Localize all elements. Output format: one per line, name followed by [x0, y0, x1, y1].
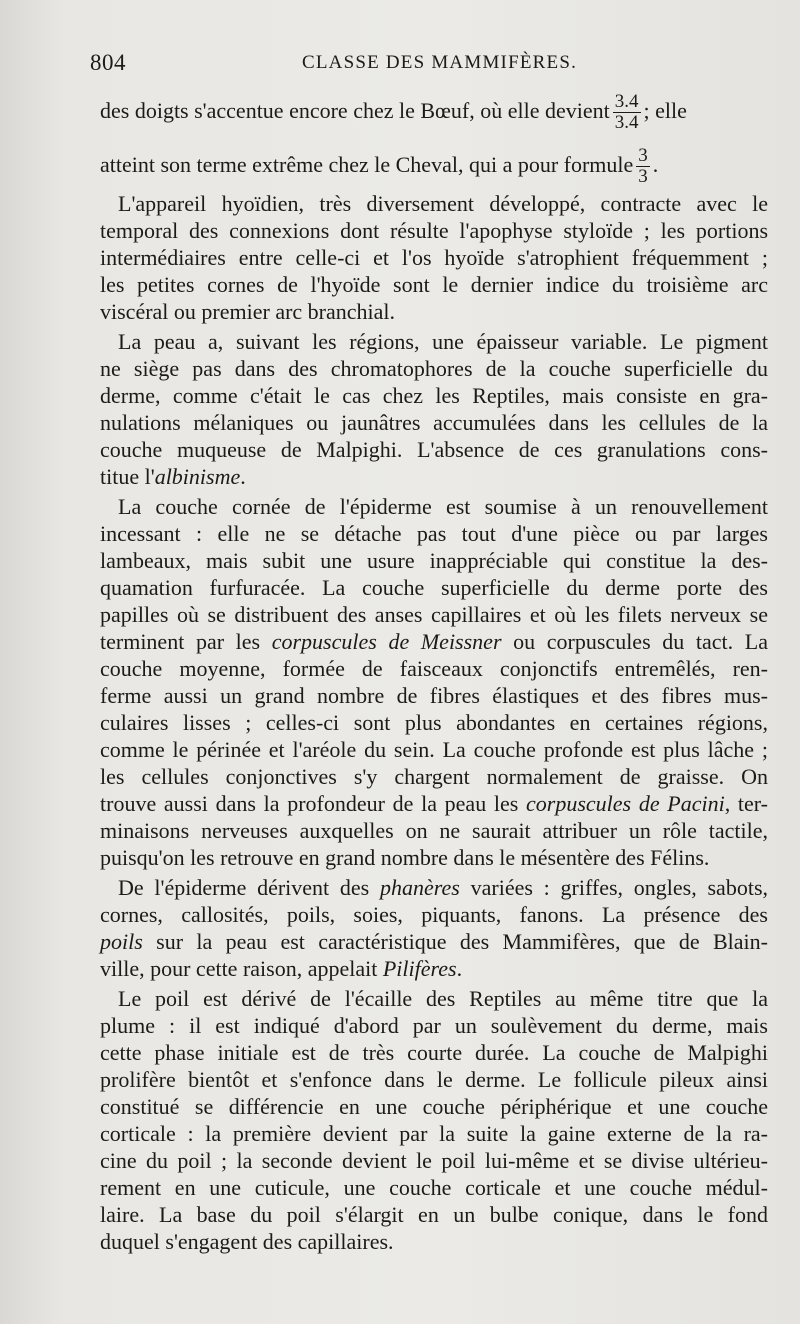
- fraction-denominator: 3.4: [614, 112, 639, 134]
- text-line: cornes, callosités, poils, soies, piquants, fanons. La présence des: [100, 902, 768, 927]
- text-fragment: titue l': [100, 464, 155, 489]
- text-line: rement en une cuticule, une couche corticale et une couche médul-: [100, 1175, 768, 1200]
- paragraph-phaneres: [100, 874, 768, 982]
- fraction-boeuf: [613, 92, 641, 133]
- page-body: [100, 88, 768, 1255]
- text-line: quamation furfuracée. La couche superficielle du derme porte des: [100, 575, 768, 600]
- text-line: couche muqueuse de Malpighi. L'absence de ces granulations cons-: [100, 437, 768, 462]
- italic-term: albinisme: [154, 464, 241, 489]
- text-line: derme, comme c'était le cas chez les Reptiles, mais consiste en gra-: [100, 383, 768, 408]
- italic-term: phanères: [380, 875, 460, 900]
- text-line: culaires lisses ; celles-ci sont plus abondantes en certaines régions,: [100, 710, 768, 735]
- page-header: [90, 50, 770, 80]
- text-line: papilles où se distribuent des anses capillaires et où les filets nerveux se: [100, 602, 768, 627]
- text-line: laire. La base du poil s'élargit en un bulbe conique, dans le fond: [100, 1202, 768, 1227]
- text-line: [100, 928, 768, 955]
- text-fragment: .: [240, 464, 246, 489]
- fraction-numerator: 3.4: [614, 91, 639, 113]
- text-line: minaisons nerveuses auxquelles on ne saurait attribuer un rôle tactile,: [100, 818, 768, 843]
- text-line: cette phase initiale est de très courte durée. La couche de Malpighi: [100, 1040, 768, 1065]
- text-line: [100, 790, 768, 817]
- text-line: constitué se différencie en une couche périphérique et une couche: [100, 1094, 768, 1119]
- page-number: 804: [90, 50, 126, 75]
- paragraph-epidermis: [100, 493, 768, 871]
- text-line: puisqu'on les retrouve en grand nombre dans le mésentère des Félins.: [100, 845, 710, 870]
- text-line: [100, 874, 768, 901]
- italic-term: corpuscules de Pacini: [526, 791, 725, 816]
- text-fragment: des doigts s'accentue encore chez le Bœuf, où elle devient: [100, 98, 610, 123]
- text-line: ferme aussi un grand nombre de fibres élastiques et des fibres mus-: [100, 683, 768, 708]
- fraction-numerator: 3: [638, 145, 648, 167]
- text-fragment: terminent par les: [100, 629, 272, 654]
- text-fragment: ville, pour cette raison, appelait: [100, 956, 383, 981]
- text-line: les petites cornes de l'hyoïde sont le dernier indice du troisième arc: [100, 272, 768, 297]
- text-line: couche moyenne, formée de faisceaux conjonctifs entremêlés, ren-: [100, 656, 768, 681]
- text-fragment: variées : griffes, ongles, sabots,: [459, 875, 768, 900]
- text-line: lambeaux, mais subit une usure inappréciable qui constitue la des-: [100, 548, 768, 573]
- text-line: La peau a, suivant les régions, une épaisseur variable. Le pigment: [118, 329, 768, 354]
- text-line: L'appareil hyoïdien, très diversement développé, contracte avec le: [118, 191, 768, 216]
- formula-line-cheval: [100, 134, 768, 186]
- text-line: comme le périnée et l'aréole du sein. La couche profonde est plus lâche ;: [100, 737, 768, 762]
- formula-line-boeuf: [100, 88, 768, 134]
- text-line: intermédiaires entre celle-ci et l'os hyoïde s'atrophient fréquemment ;: [100, 245, 768, 270]
- text-line: ne siège pas dans des chromatophores de la couche superficielle du: [100, 356, 768, 381]
- text-fragment: .: [652, 152, 659, 177]
- paragraph-hyoid: [100, 190, 768, 325]
- text-line: duquel s'engagent des capillaires.: [100, 1229, 394, 1254]
- text-line: [100, 628, 768, 655]
- text-line: viscéral ou premier arc branchial.: [100, 299, 396, 324]
- italic-term: corpuscules de Meissner: [271, 629, 502, 654]
- text-line: Le poil est dérivé de l'écaille des Reptiles au même titre que la: [118, 986, 768, 1011]
- italic-term: poils: [100, 929, 143, 954]
- text-line: temporal des connexions dont résulte l'apophyse styloïde ; les portions: [100, 218, 768, 243]
- text-line: nulations mélaniques ou jaunâtres accumulées dans les cellules de la: [100, 410, 768, 435]
- running-title: CLASSE DES MAMMIFÈRES.: [302, 52, 578, 73]
- text-line: incessant : elle ne se détache pas tout d'une pièce ou par larges: [100, 521, 768, 546]
- fraction-cheval: [636, 146, 650, 187]
- text-fragment: , ter-: [724, 791, 769, 816]
- italic-term: Pilifères: [382, 956, 457, 981]
- text-line: les cellules conjonctives s'y chargent normalement de graisse. On: [100, 764, 768, 789]
- paragraph-skin-pigment: [100, 328, 768, 490]
- text-fragment: sur la peau est caractéristique des Mammifères, que de Blain-: [142, 929, 768, 954]
- text-line: La couche cornée de l'épiderme est soumise à un renouvellement: [118, 494, 768, 519]
- text-fragment: ou corpuscules du tact. La: [501, 629, 768, 654]
- text-fragment: De l'épiderme dérivent des: [118, 875, 381, 900]
- text-line: cine du poil ; la seconde devient le poil lui-même et se divise ultérieu-: [100, 1148, 768, 1173]
- text-line: plume : il est indiqué d'abord par un soulèvement du derme, mais: [100, 1013, 768, 1038]
- text-line: [100, 955, 768, 982]
- text-line: prolifère bientôt et s'enfonce dans le derme. Le follicule pileux ainsi: [100, 1067, 768, 1092]
- fraction-denominator: 3: [638, 166, 648, 188]
- text-fragment: trouve aussi dans la profondeur de la peau les: [100, 791, 527, 816]
- text-fragment: ; elle: [643, 98, 687, 123]
- text-fragment: .: [456, 956, 463, 981]
- text-line: corticale : la première devient par la suite la gaine externe de la ra-: [100, 1121, 768, 1146]
- paragraph-hair: [100, 985, 768, 1255]
- text-line: [100, 463, 768, 490]
- text-fragment: atteint son terme extrême chez le Cheval, qui a pour formule: [100, 152, 634, 177]
